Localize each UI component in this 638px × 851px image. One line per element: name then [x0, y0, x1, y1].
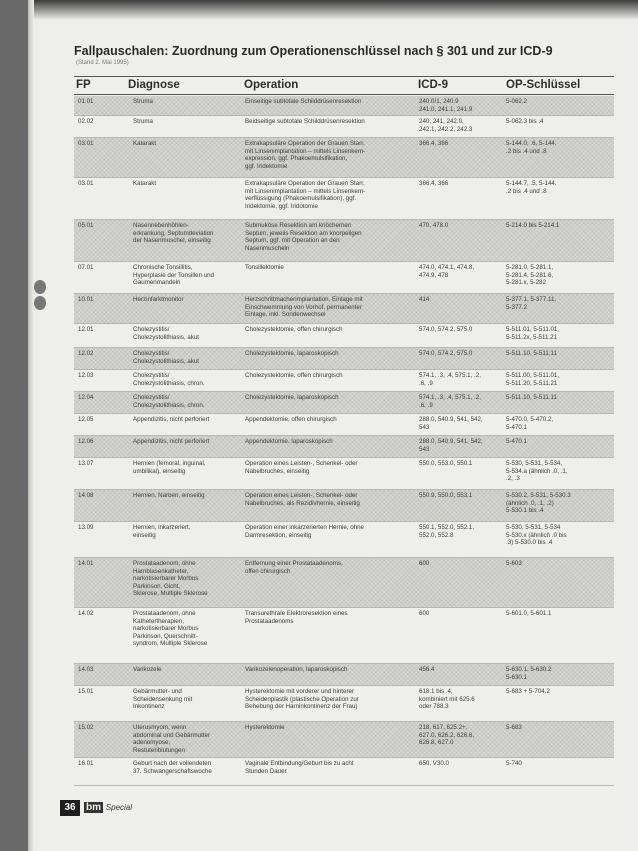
- header-rule-top: [74, 76, 614, 77]
- cell-operation: Tonsillektomie: [245, 264, 284, 271]
- header-ops: OP-Schlüssel: [506, 79, 581, 91]
- cell-operation: Cholezystektomie, offen chirurgisch: [245, 326, 343, 333]
- cell-icd: 240, 241, 242.0, 242.1, 242.2, 242.3: [419, 118, 473, 133]
- cell-operation: Varikozelenoperation, laparoskopisch: [245, 666, 348, 673]
- cell-diagnose: Varikozele: [133, 666, 162, 673]
- cell-operation: Operation einer inkarzerierten Hernie, ohne Darmresektion, einseitig: [245, 524, 365, 539]
- cell-diagnose: Katarakt: [133, 180, 157, 187]
- cell-operation: Einseitige subtotale Schilddrüsenresektion: [245, 98, 362, 105]
- cell-ops: 5-511.00, 5-511.01, 5-511.20, 5-511.21: [506, 372, 560, 387]
- cell-icd: 366.4, 366: [419, 180, 449, 187]
- cell-operation: Transurethrale Elektroresektion eines Prostataadenoms: [245, 610, 348, 625]
- cell-diagnose: Struma: [133, 98, 153, 105]
- cell-diagnose: Hernien, Narben, einseitig: [133, 492, 205, 499]
- cell-diagnose: Gebärmutter- und Scheidensenkung mit Inkontinenz: [133, 688, 193, 711]
- cell-diagnose: Geburt nach der vollendeten 37. Schwangerschaftswoche: [133, 760, 212, 775]
- cell-icd: 574.1, .3, .4, 575.1, .2, .6, .9: [419, 394, 481, 409]
- page-subtitle: (Stand 2. Mai 1995): [76, 60, 129, 66]
- cell-diagnose: Herzinfarktmonitor: [133, 296, 184, 303]
- cell-diagnose: Cholezystitis/ Cholezystolithiasis, akut: [133, 350, 200, 365]
- punch-hole-icon: [34, 280, 46, 294]
- table-row: [74, 722, 614, 758]
- cell-fp: 13.09: [78, 524, 94, 531]
- cell-ops: 5-683 + 5-704.2: [506, 688, 550, 695]
- table-row: [74, 686, 614, 722]
- cell-icd: 456.4: [419, 666, 435, 673]
- cell-diagnose: Struma: [133, 118, 153, 125]
- table-row: [74, 558, 614, 608]
- cell-diagnose: Appendizitis, nicht perforiert: [133, 438, 210, 445]
- punch-hole-icon: [34, 296, 46, 310]
- cell-icd: 600: [419, 560, 430, 567]
- cell-operation: Operation eines Leisten-, Schenkel- oder Nabelbruches, als Rezidivhernie, einseitig: [245, 492, 360, 507]
- cell-operation: Cholezystektomie, offen chirurgisch: [245, 372, 343, 379]
- cell-operation: Herzschrittmacherimplantation, Einlage mit Einschwemmung von Vorhof, permanenter Einlage, inkl. Sondenwechsel: [245, 296, 363, 319]
- cell-operation: Vaginale Entbindung/Geburt bis zu acht Stunden Dauer: [245, 760, 354, 775]
- cell-fp: 10.01: [78, 296, 94, 303]
- cell-diagnose: Hernien (femoral, inguinal, umbilikal), einseitig: [133, 460, 206, 475]
- cell-icd: 218, 617, 625.2+, 627.0, 626.2, 626.6, 626.8, 627.0: [419, 724, 475, 747]
- cell-ops: 5-377.1, 5-377.11, 5-377.2: [506, 296, 557, 311]
- cell-ops: 5-511.10, 5-511.11: [506, 394, 557, 401]
- header-icd: ICD-9: [418, 79, 449, 91]
- cell-diagnose: Appendizitis, nicht perforiert: [133, 416, 210, 423]
- cell-fp: 14.02: [78, 610, 94, 617]
- table-row: [74, 392, 614, 414]
- cell-diagnose: Prostataadenom, ohne Kathetertherapien, narkotisierbarer Morbus Parkinson, Querschnitt- syndrom, Multiple Sklerose: [133, 610, 208, 648]
- cell-icd: 650, V30.0: [419, 760, 449, 767]
- header-fp: FP: [76, 79, 91, 91]
- cell-fp: 14.01: [78, 560, 94, 567]
- scan-shadow: [28, 0, 638, 20]
- table-body: [74, 96, 614, 786]
- cell-diagnose: Nasennebenhöhlen- erkrankung, Septumdeviation der Nasenmuschel, einseitig: [133, 222, 214, 245]
- cell-ops: 5-144.7, .5, 5-144. .2 bis .4 und .8: [506, 180, 557, 195]
- cell-operation: Entfernung einer Prostataadenoms, offen chirurgisch: [245, 560, 343, 575]
- cell-fp: 15.02: [78, 724, 94, 731]
- cell-operation: Extrakapsuläre Operation der Grauen Starr, mit Linsenimplantation – mittels Linsenkern- verflüssigung (Phakoemulsifikation), ggf. Iridektomie, ggf. Iridotomie: [245, 180, 366, 210]
- cell-fp: 05.01: [78, 222, 94, 229]
- cell-operation: Beidseitige subtotale Schilddrüsenresektion: [245, 118, 365, 125]
- table-row: [74, 324, 614, 348]
- cell-diagnose: Hernien, inkarzeriert, einseitig: [133, 524, 191, 539]
- cell-fp: 01.01: [78, 98, 94, 105]
- header-operation: Operation: [244, 79, 299, 91]
- cell-operation: Operation eines Leisten-, Schenkel- oder Nabelbruches, einseitig: [245, 460, 358, 475]
- cell-ops: 5-144.0, .6, 5-144. .2 bis .4 und .8: [506, 140, 557, 155]
- cell-diagnose: Cholezystitis/ Cholezystolithiasis, akut: [133, 326, 200, 341]
- cell-icd: 618.1 bis .4, kombiniert mit 625.6 oder 788.3: [419, 688, 475, 711]
- cell-icd: 414: [419, 296, 430, 303]
- cell-operation: Submuköse Resektion am knöchernen Septum, jeweils Resektion am knorpeligen Septum, ggf. mit Operation an den Nasenmuscheln: [245, 222, 362, 252]
- cell-fp: 14.08: [78, 492, 94, 499]
- cell-fp: 12.05: [78, 416, 94, 423]
- cell-ops: 5-470.0, 5-470.2, 5-470.1: [506, 416, 554, 431]
- cell-diagnose: Chronische Tonsillitis, Hyperplasie der Tonsillen und Gaumenmandeln: [133, 264, 215, 287]
- table-row: [74, 370, 614, 392]
- cell-icd: 550.0, 553.0, 550.1: [419, 460, 473, 467]
- cell-icd: 288.0, 540.9, 541, 542, 543: [419, 438, 483, 453]
- cell-icd: 474.0, 474.1, 474.8, 474.9, 478: [419, 264, 475, 279]
- table-row: [74, 458, 614, 490]
- cell-ops: 5-530, 5-531, 5-534, 5-534.a (ähnlich .0, .1, .2, .3: [506, 460, 568, 483]
- cell-icd: 470, 478.0: [419, 222, 449, 229]
- footer-logo-mark: bm: [86, 802, 101, 813]
- cell-diagnose: Cholezystitis/ Cholezystolithiasis, chron.: [133, 394, 205, 409]
- header-rule-bottom: [74, 94, 614, 95]
- cell-fp: 12.04: [78, 394, 94, 401]
- cell-icd: 550.1, 552.0, 552.1, 552.0, 552.8: [419, 524, 475, 539]
- cell-icd: 240.0/1, 240.9 241.0, 241.1, 241.9: [419, 98, 473, 113]
- cell-icd: 550.9, 550.0, 553.1: [419, 492, 473, 499]
- cell-fp: 12.02: [78, 350, 94, 357]
- cell-operation: Hysterektomie mit vorderer und hinterer Scheidenplastik (plastische Operation zur Behebung der Harninkontinenz der Frau): [245, 688, 359, 711]
- cell-diagnose: Cholezystitis/ Cholezystolithiasis, chron.: [133, 372, 205, 387]
- table-row: [74, 96, 614, 116]
- cell-fp: 12.06: [78, 438, 94, 445]
- cell-ops: 5-470.1: [506, 438, 527, 445]
- table-row: [74, 664, 614, 686]
- table-row: [74, 348, 614, 370]
- table-row: [74, 490, 614, 522]
- table-row: [74, 116, 614, 138]
- footer-section: Special: [105, 803, 133, 812]
- cell-diagnose: Prostataadenom, ohne Harnblasenkatheter, narkotisierbarer Morbus Parkinson, Gicht, Sklerose, Multiple Sklerose: [133, 560, 208, 598]
- cell-icd: 600: [419, 610, 430, 617]
- table-row: [74, 138, 614, 178]
- cell-diagnose: Katarakt: [133, 140, 157, 147]
- cell-ops: 5-062.2: [506, 98, 527, 105]
- table-row: [74, 608, 614, 664]
- cell-ops: 5-530, 5-531, 5-534 5-530.x (ähnlich .0 bis .3) 5-530.0 bis .4: [506, 524, 567, 547]
- cell-fp: 12.01: [78, 326, 94, 333]
- table-row: [74, 294, 614, 324]
- table-row: [74, 758, 614, 786]
- footer-logo: [84, 802, 132, 813]
- cell-ops: 5-214.0 bis 5-214.1: [506, 222, 560, 229]
- binding-edge: [28, 0, 34, 851]
- page-number: 36: [60, 800, 80, 816]
- cell-ops: 5-281.0, 5-281.1, 5-281.4, 5-281.6, 5-281.x, 5-282: [506, 264, 554, 287]
- cell-fp: 14.03: [78, 666, 94, 673]
- table-row: [74, 178, 614, 220]
- cell-operation: Appendektomie, offen chirurgisch: [245, 416, 337, 423]
- cell-fp: 03.01: [78, 180, 94, 187]
- cell-operation: Hysterektomie: [245, 724, 285, 731]
- cell-icd: 366.4, 366: [419, 140, 449, 147]
- cell-ops: 5-740: [506, 760, 522, 767]
- table-row: [74, 414, 614, 436]
- cell-ops: 5-511.01, 5-511.01, 5-511.2x, 5-511.21: [506, 326, 560, 341]
- document-page: [28, 0, 638, 851]
- cell-diagnose: Uterusmyom, wenn abdominal und Gebärmutter adenomyose, Restuteriblutungen: [133, 724, 211, 754]
- cell-ops: 5-683: [506, 724, 522, 731]
- cell-icd: 574.1, .3, .4, 575.1, .2, .6, .9: [419, 372, 481, 387]
- cell-icd: 574.0, 574.2, 575.0: [419, 350, 473, 357]
- cell-ops: 5-603: [506, 560, 522, 567]
- header-diagnose: Diagnose: [128, 79, 180, 91]
- cell-ops: 5-601.0, 5-601.1: [506, 610, 552, 617]
- cell-ops: 5-530.2, 5-531, 5-530.3 (ähnlich .0, .1, .2) 5-530.1 bis .4: [506, 492, 571, 515]
- cell-fp: 07.01: [78, 264, 94, 271]
- cell-fp: 15.01: [78, 688, 94, 695]
- cell-fp: 02.02: [78, 118, 94, 125]
- cell-ops: 5-511.10, 5-511.11: [506, 350, 557, 357]
- cell-operation: Cholezystektomie, laparoskopisch: [245, 394, 339, 401]
- cell-icd: 574.0, 574.2, 575.0: [419, 326, 473, 333]
- cell-ops: 5-630.1, 5-630.2 5-630.1: [506, 666, 552, 681]
- cell-ops: 5-062.3 bis .4: [506, 118, 544, 125]
- cell-fp: 13.07: [78, 460, 94, 467]
- cell-operation: Appendektomie, laparoskopisch: [245, 438, 333, 445]
- table-row: [74, 220, 614, 262]
- table-row: [74, 522, 614, 558]
- page-title: Fallpauschalen: Zuordnung zum Operationenschlüssel nach § 301 und zur ICD-9: [74, 44, 553, 58]
- cell-icd: 288.0, 540.9, 541, 542, 543: [419, 416, 483, 431]
- table-row: [74, 436, 614, 458]
- cell-fp: 03.01: [78, 140, 94, 147]
- table-row: [74, 262, 614, 294]
- cell-fp: 12.03: [78, 372, 94, 379]
- cell-fp: 16.01: [78, 760, 94, 767]
- cell-operation: Cholezystektomie, laparoskopisch: [245, 350, 339, 357]
- cell-operation: Extrakapsuläre Operation der Grauen Starr, mit Linsenimplantation – mittels Linsenkern- expression, ggf. Phakoemulsifikation, ggf. Iridektomie: [245, 140, 366, 170]
